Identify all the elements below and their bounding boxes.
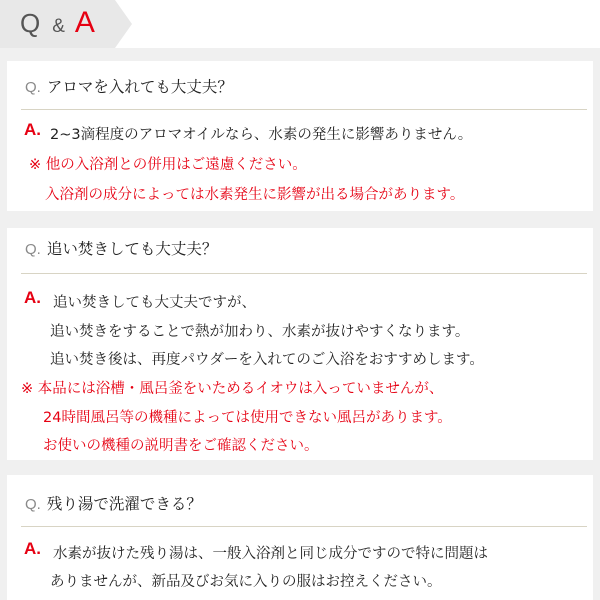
note-line: ※ 本品には浴槽・風呂釜をいためるイオウは入っていませんが、 bbox=[21, 381, 444, 397]
header-amp: & bbox=[52, 16, 65, 37]
answer-line: 追い焚きしても大丈夫ですが、 bbox=[53, 295, 256, 311]
note-line: ※ 他の入浴剤との併用はご遠慮ください。 bbox=[29, 157, 307, 173]
question-mark: Q. bbox=[25, 496, 41, 513]
question-mark: Q. bbox=[25, 241, 41, 258]
answer-line: 2~3滴程度のアロマオイルなら、水素の発生に影響ありません。 bbox=[50, 127, 473, 143]
qa-section-2 bbox=[0, 223, 600, 468]
question-text: アロマを入れても大丈夫？ bbox=[46, 78, 233, 96]
header bbox=[0, 0, 600, 48]
question-mark: Q. bbox=[25, 79, 41, 96]
qa-section-3 bbox=[0, 468, 600, 600]
qa-card-2 bbox=[7, 228, 593, 460]
divider bbox=[21, 273, 587, 274]
question-text: 残り湯で洗濯できる？ bbox=[46, 495, 202, 513]
qa-section-1 bbox=[0, 48, 600, 223]
answer-mark: A. bbox=[24, 539, 41, 558]
answer-line: 追い焚き後は、再度パウダーを入れてのご入浴をおすすめします。 bbox=[50, 352, 484, 368]
question-row bbox=[25, 75, 233, 97]
qa-card-1 bbox=[7, 61, 593, 211]
question-row bbox=[25, 492, 202, 514]
note-line: 24時間風呂等の機種によっては使用できない風呂があります。 bbox=[43, 410, 452, 426]
divider bbox=[21, 526, 587, 527]
answer-mark: A. bbox=[24, 120, 41, 139]
question-text: 追い焚きしても大丈夫？ bbox=[46, 240, 218, 258]
note-line: 入浴剤の成分によっては水素発生に影響が出る場合があります。 bbox=[45, 187, 465, 203]
answer-line: 水素が抜けた残り湯は、一般入浴剤と同じ成分ですので特に問題は bbox=[53, 546, 488, 562]
answer-line: 追い焚きをすることで熱が加わり、水素が抜けやすくなります。 bbox=[50, 324, 470, 340]
header-a: A bbox=[74, 6, 95, 39]
divider bbox=[21, 109, 587, 110]
answer-line: ありませんが、新品及びお気に入りの服はお控えください。 bbox=[50, 574, 442, 590]
note-line: お使いの機種の説明書をご確認ください。 bbox=[43, 438, 319, 454]
question-row bbox=[25, 237, 217, 259]
header-title bbox=[20, 6, 95, 42]
answer-mark: A. bbox=[24, 288, 41, 307]
qa-card-3 bbox=[7, 475, 593, 600]
header-q: Q bbox=[20, 8, 41, 38]
